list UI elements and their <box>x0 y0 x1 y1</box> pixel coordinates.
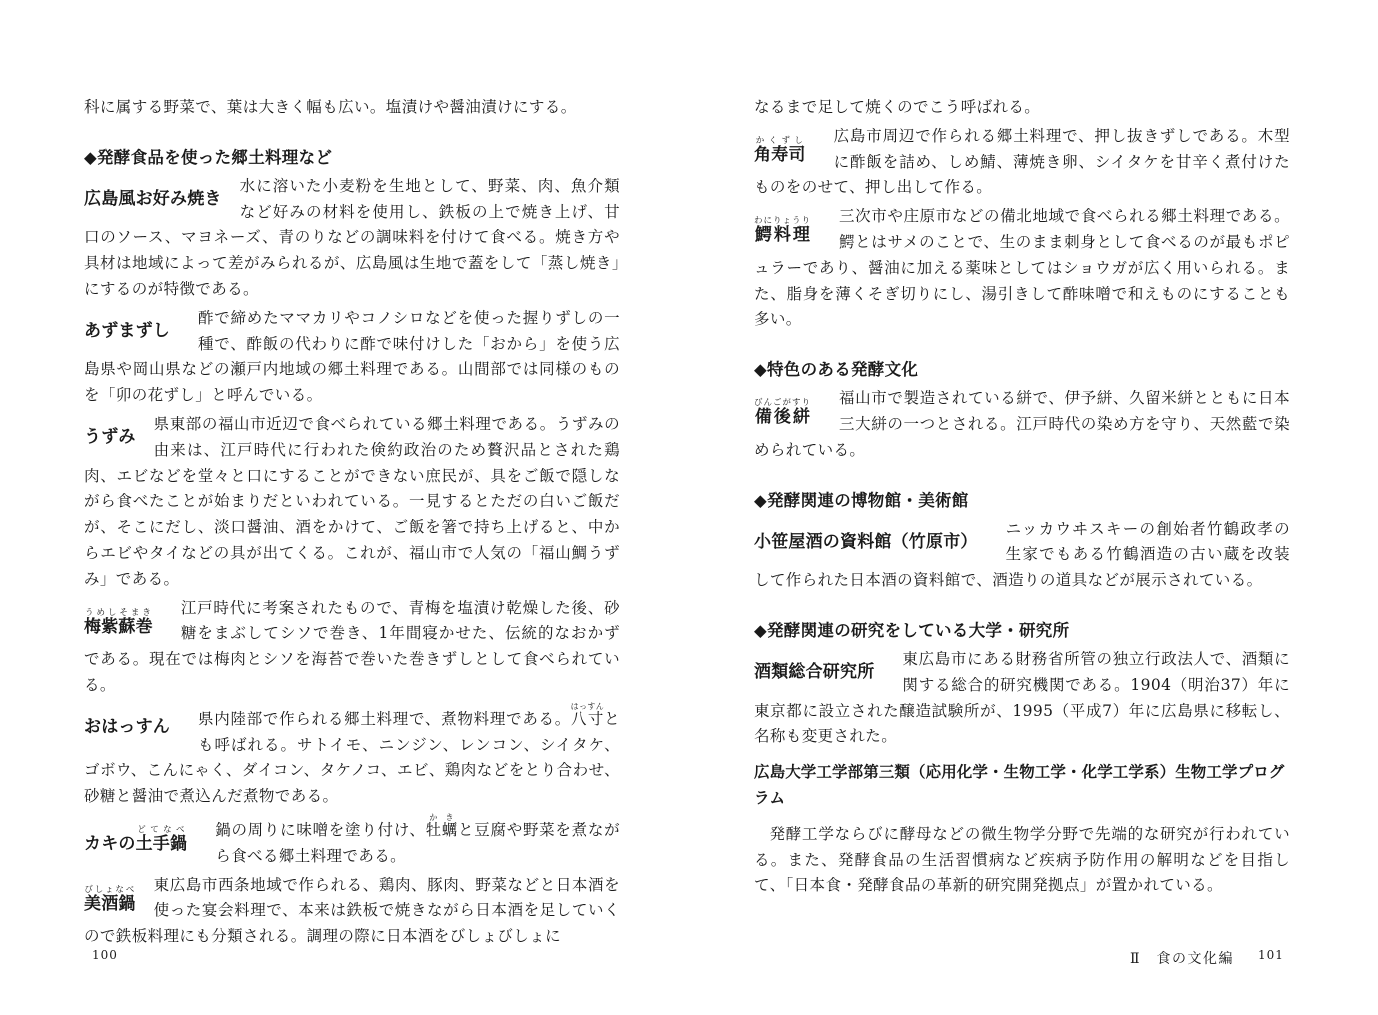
entry-bingogasuri <box>754 386 1290 463</box>
entry-ohassun <box>84 702 620 810</box>
entry-kakuzushi <box>754 124 1290 201</box>
entry-term: 広島風お好み焼き <box>84 188 222 209</box>
entry-text: 江戸時代に考案されたもので、青梅を塩漬け乾燥した後、砂糖をまぶしてシソで巻き、1年間寝かせた、伝統的なおかずである。現在では梅肉とシソを海苔で巻いた巻きずしとして食べられている。 <box>84 598 620 694</box>
entry-text: 三次市や庄原市などの備北地域で食べられる郷土料理である。鰐とはサメのことで、生のまま刺身として食べるのが最もポピュラーであり、醤油に加える薬味としてはショウガが広く用いられる。また、脂身を薄くそぎ切りにし、湯引きして酢味噌で和えものにすることも多い。 <box>754 207 1290 329</box>
entry-term: 美酒鍋びしょなべ <box>84 884 136 914</box>
subheading-hiroshima-university: 広島大学工学部第三類（応用化学・生物工学・化学工学系）生物工学プログラム <box>754 763 1285 807</box>
entry-text: 広島市周辺で作られる郷土料理で、押し抜きずしである。木型に酢飯を詰め、しめ鯖、薄焼き卵、シイタケを甘辛く煮付けたものをのせて、押し出して作る。 <box>754 126 1290 197</box>
entry-text: 県内陸部で作られる郷土料理で、煮物料理である。八寸はっすんとも呼ばれる。サトイモ、ニンジン、レンコン、シイタケ、ゴボウ、こんにゃく、ダイコン、タケノコ、エビ、鶏肉などをとり合わせ、砂糖と醤油で煮込んだ煮物である。 <box>84 701 620 806</box>
page-number-left: 100 <box>92 948 118 962</box>
entry-text: ニッカウヰスキーの創始者竹鶴政孝の生家でもある竹鶴酒造の古い蔵を改装して作られた日本酒の資料館で、酒造りの道具などが展示されている。 <box>754 519 1290 590</box>
right-page <box>754 95 1290 899</box>
section-heading-museums: ◆発酵関連の博物館・美術館 <box>754 490 969 510</box>
entry-uzumi <box>84 412 620 593</box>
entry-kaki-dotenabe <box>84 813 620 870</box>
entry-kozasaya-museum <box>754 517 1290 594</box>
entry-text: 鍋の周りに味噌を塗り付け、牡蠣かきと豆腐や野菜を煮ながら食べる郷土料理である。 <box>215 812 620 865</box>
entry-term: 角寿司かくずし <box>754 135 806 165</box>
entry-term: 酒類総合研究所 <box>754 661 875 682</box>
entry-text: 福山市で製造されている絣で、伊予絣、久留米絣とともに日本三大絣の一つとされる。江戸時代の染め方を守り、天然藍で染められている。 <box>754 389 1290 459</box>
closing-text: 発酵工学ならびに酵母などの微生物学分野で先端的な研究が行われている。また、発酵食品の生活習慣病など疾病予防作用の解明などを目指して、「日本食・発酵食品の革新的研究開発拠点」が置かれている。 <box>754 824 1290 895</box>
intro-text: なるまで足して焼くのでこう呼ばれる。 <box>754 98 1041 116</box>
entry-term: 鰐料理わにりょうり <box>754 216 812 246</box>
entry-azumazushi <box>84 306 620 409</box>
page-number-right: 101 <box>1258 948 1284 962</box>
entry-text: 県東部の福山市近辺で食べられている郷土料理である。うずみの由来は、江戸時代に行われた倹約政治のため贅沢品とされた鶏肉、エビなどを堂々と口にすることができない庶民が、具をご飯で隠しながら食べたことが始まりだといわれている。一見するとただの白いご飯だが、そこにだし、淡口醤油、酒をかけて、ご飯を箸で持ち上げると、中からエビやタイなどの具が出てくる。これが、福山市で人気の「福山鯛うずみ」である。 <box>84 414 620 588</box>
entry-term: カキの土手鍋どてなべ <box>84 824 188 854</box>
entry-term: おはっすん <box>84 716 170 737</box>
entry-bishonabe <box>84 873 620 950</box>
entry-text: 酢で締めたママカリやコノシロなどを使った握りずしの一種で、酢飯の代わりに酢で味付けした「おから」を使う広島県や岡山県などの瀬戸内地域の郷土料理である。山間部では同様のものを「卯の花ずし」と呼んでいる。 <box>84 308 620 405</box>
entry-text: 東広島市にある財務省所管の独立行政法人で、酒類に関する総合的研究機関である。1904（明治37）年に東京都に設立された醸造試験所が、1995（平成7）年に広島県に移転し、名称も変更された。 <box>754 649 1290 746</box>
entry-text: 水に溶いた小麦粉を生地として、野菜、肉、魚介類など好みの材料を使用し、鉄板の上で焼き上げ、甘口のソース、マヨネーズ、青のりなどの調味料を付けて食べる。焼き方や具材は地域によって差がみられるが、広島風は生地で蓋をして「蒸し焼き」にするのが特徴である。 <box>84 176 620 298</box>
entry-term: あずまずし <box>84 320 170 341</box>
entry-umeshisomaki <box>84 596 620 699</box>
entry-term: 小笹屋酒の資料館（竹原市） <box>754 531 978 552</box>
left-page <box>84 95 620 950</box>
section-heading-fermentation-culture: ◆特色のある発酵文化 <box>754 360 919 380</box>
entry-okonomiyaki <box>84 174 620 303</box>
entry-term: 備後絣びんごがすり <box>754 398 812 428</box>
entry-wani-ryori <box>754 204 1290 333</box>
entry-term: 梅紫蘇巻うめしそまき <box>84 607 153 637</box>
section-heading-research: ◆発酵関連の研究をしている大学・研究所 <box>754 620 1070 640</box>
section-heading-local-dishes: ◆発酵食品を使った郷土料理など <box>84 147 333 167</box>
running-footer-right: Ⅱ 食の文化編 <box>1130 951 1235 967</box>
intro-text: 科に属する野菜で、葉は大きく幅も広い。塩漬けや醤油漬けにする。 <box>84 98 577 116</box>
entry-text: 東広島市西条地域で作られる、鶏肉、豚肉、野菜などと日本酒を使った宴会料理で、本来は鉄板で焼きながら日本酒を足していくので鉄板料理にも分類される。調理の際に日本酒をびしょびしょに <box>84 875 620 946</box>
entry-liquor-research-institute <box>754 647 1290 750</box>
entry-term: うずみ <box>84 426 136 447</box>
